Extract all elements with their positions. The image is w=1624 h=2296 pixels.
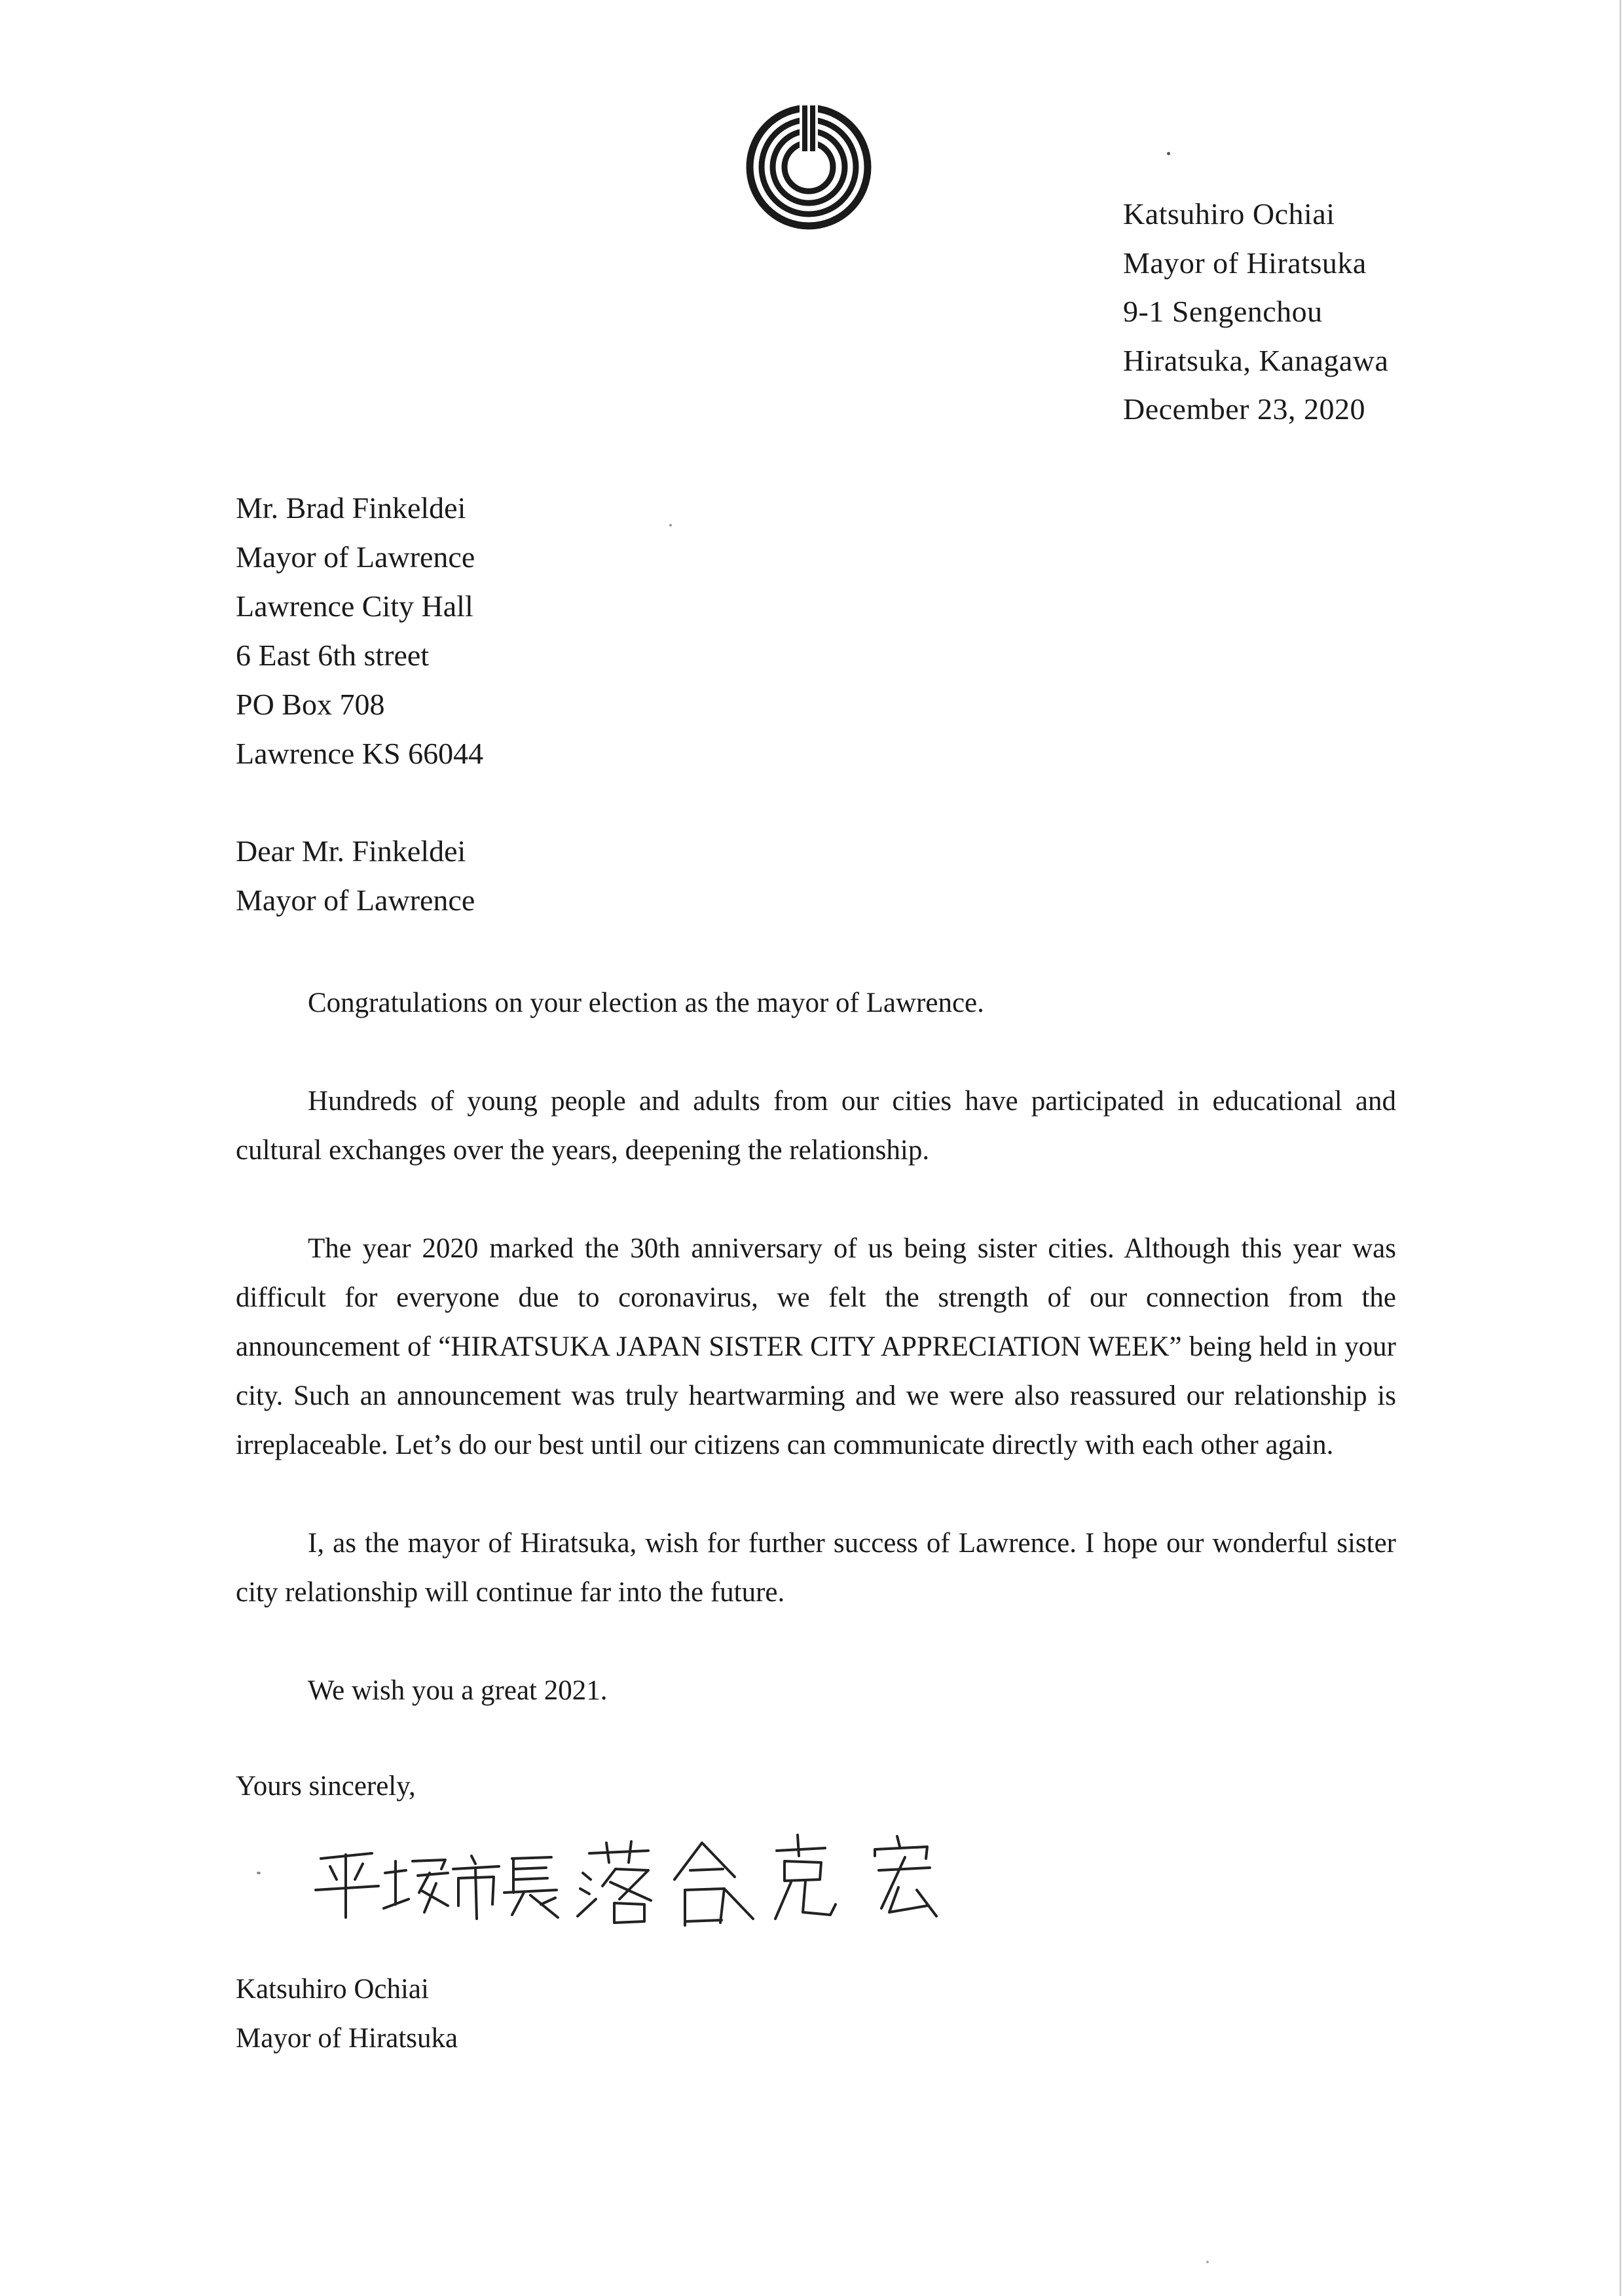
closing-phrase: Yours sincerely, bbox=[236, 1771, 416, 1802]
sender-name: Katsuhiro Ochiai bbox=[1123, 197, 1335, 231]
body-paragraph: Hundreds of young people and adults from our cities have participated in educational and cultural exchanges over the years, deepening the relationship. bbox=[236, 1086, 1396, 1166]
sender-street: 9-1 Sengenchou bbox=[1123, 295, 1323, 328]
recipient-street: 6 East 6th street bbox=[236, 639, 430, 672]
recipient-po-box: PO Box 708 bbox=[236, 688, 385, 721]
scan-speck bbox=[257, 1872, 261, 1874]
scan-speck bbox=[1206, 2261, 1209, 2263]
sender-address-block bbox=[1123, 190, 1388, 434]
recipient-title: Mayor of Lawrence bbox=[236, 540, 475, 574]
body-paragraph: The year 2020 marked the 30th anniversary of us being sister cities. Although this year was difficult for everyone due to coronavirus, we felt the strength of our connection from the announcement of “HIRATSUKA JAPAN SISTER CITY APPRECIATION WEEK” being held in your city. Such an announcement was truly heartwarming and we were also reassured our relationship is irreplaceable. Let’s do our best until our citizens can communicate directly with each other again. bbox=[236, 1233, 1396, 1460]
scan-speck bbox=[669, 524, 672, 527]
hiratsuka-city-emblem-icon bbox=[743, 102, 874, 232]
handwritten-signature-icon bbox=[308, 1827, 1041, 1932]
recipient-address-block bbox=[236, 483, 483, 778]
signoff-name: Katsuhiro Ochiai bbox=[236, 1974, 429, 2005]
sender-city: Hiratsuka, Kanagawa bbox=[1123, 343, 1389, 377]
signoff-title: Mayor of Hiratsuka bbox=[236, 2023, 458, 2054]
body-paragraph: Congratulations on your election as the mayor of Lawrence. bbox=[308, 988, 984, 1018]
signoff-block bbox=[236, 1965, 458, 2063]
sender-title: Mayor of Hiratsuka bbox=[1123, 246, 1367, 280]
recipient-office: Lawrence City Hall bbox=[236, 589, 473, 623]
scan-speck bbox=[1167, 152, 1170, 155]
recipient-name: Mr. Brad Finkeldei bbox=[236, 491, 466, 525]
salutation-title: Mayor of Lawrence bbox=[236, 883, 475, 917]
letter-date: December 23, 2020 bbox=[1123, 392, 1365, 426]
recipient-city: Lawrence KS 66044 bbox=[236, 737, 484, 770]
letter-body bbox=[236, 978, 1396, 1764]
salutation-greeting: Dear Mr. Finkeldei bbox=[236, 834, 466, 868]
body-paragraph: I, as the mayor of Hiratsuka, wish for further success of Lawrence. I hope our wonderful sister city relationship will continue far into the future. bbox=[236, 1528, 1396, 1608]
body-paragraph: We wish you a great 2021. bbox=[308, 1675, 608, 1706]
salutation bbox=[236, 826, 475, 925]
scan-edge-line bbox=[1619, 0, 1621, 2296]
